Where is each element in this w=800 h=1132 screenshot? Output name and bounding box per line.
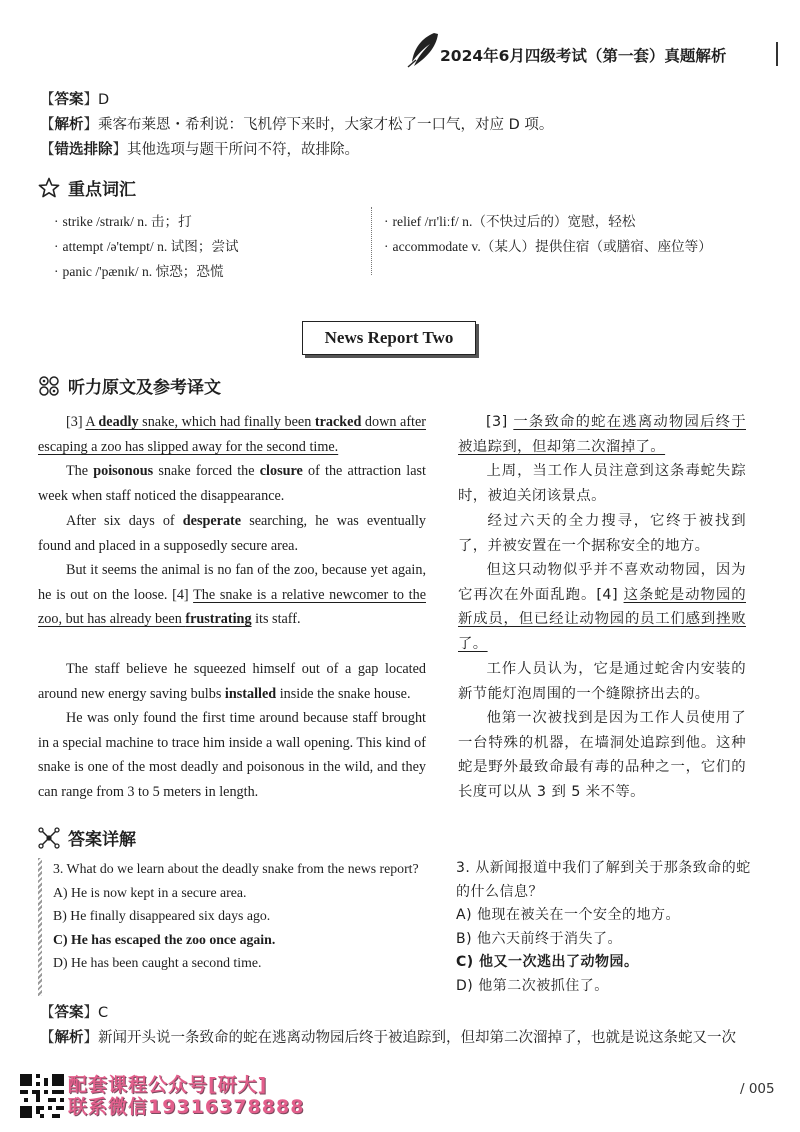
- vocab-divider: [371, 207, 372, 275]
- option-b-zh: B) 他六天前终于消失了。: [456, 930, 623, 947]
- answer-detail-heading: [38, 825, 136, 850]
- vocab-item: · relief /rɪ'liːf/ n.（不快过后的）宽慰，轻松: [384, 214, 636, 229]
- vocab-heading: [38, 175, 136, 200]
- zh-paragraph-5: 工作人员认为，它是通过蛇舍内安装的新节能灯泡周围的一个缝隙挤出去的。: [458, 661, 746, 702]
- analysis-line: 【解析】乘客布莱恩・希利说：飞机停下来时，大家才松了一口气，对应 D 项。: [40, 117, 554, 133]
- exclude-line: 【错选排除】其他选项与题干所问不符，故排除。: [40, 142, 359, 158]
- answer-tag-2: 答案: [54, 1005, 84, 1021]
- zh-paragraph-4: 但这只动物似乎并不喜欢动物园，因为它再次在外面乱跑。[4] 这条蛇是动物园的新成员，但已经让动物园的员工们感到挫败了。: [458, 562, 746, 652]
- question-en: [53, 857, 425, 975]
- question-zh: [456, 857, 756, 998]
- header-title: 2024年6月四级考试（第一套）真题解析: [440, 47, 727, 65]
- page-number: / 005: [740, 1081, 775, 1097]
- en-key-sentence-3: A deadly snake, which had finally been tracked down after escaping a zoo has slipped away for the second time.: [38, 414, 427, 455]
- vocab-item: · attempt /ə'tempt/ n. 试图；尝试: [54, 239, 239, 254]
- analysis-text-2: 新闻开头说一条致命的蛇在逃离动物园后终于被追踪到，但却第二次溜掉了，也就是说这条蛇又一次: [98, 1030, 736, 1046]
- question-stem-zh: 3. 从新闻报道中我们了解到关于那条致命的蛇的什么信息？: [456, 860, 751, 900]
- answer-value-2: C: [98, 1005, 109, 1021]
- zh-key-sentence-4: 这条蛇是动物园的新成员，但已经让动物园的员工们感到挫败了。: [458, 586, 746, 652]
- en-paragraph-6: He was only found the first time around because staff brought in a special machine to trace him inside a wall opening. This kind of snake is one of the most deadly and poisonous in the wild, and they can range from 3 to 5 meters in length.: [38, 710, 426, 800]
- option-a-zh: A) 他现在被关在一个安全的地方。: [456, 907, 680, 923]
- zh-paragraph-1: [3] 一条致命的蛇在逃离动物园后终于被追踪到，但却第二次溜掉了。: [458, 414, 746, 455]
- answer-line-2: 【答案】C: [40, 1005, 109, 1021]
- option-d-zh: D) 他第二次被抓住了。: [456, 977, 609, 994]
- vocab-item: · panic /'pænɪk/ n. 惊恐；恐慌: [54, 264, 224, 279]
- watermark-line-2: 联系微信19316378888: [68, 1096, 305, 1118]
- en-paragraph-2: The poisonous snake forced the closure of the attraction last week when staff noticed the disappearance.: [38, 463, 426, 504]
- molecule-icon: [38, 827, 60, 849]
- zh-paragraph-6: 他第一次被找到是因为工作人员使用了一台特殊的机器，在墙洞处追踪到他。这种蛇是野外最致命最有毒的品种之一，它们的长度可以从 3 到 5 米不等。: [458, 710, 746, 800]
- question-side-bar: [38, 858, 42, 996]
- en-paragraph-5: The staff believe he squeezed himself out of a gap located around new energy saving bulbs installed inside the snake house.: [38, 661, 426, 702]
- analysis-tag: 解析: [54, 117, 84, 133]
- analysis-text: 乘客布莱恩・希利说：飞机停下来时，大家才松了一口气，对应 D 项。: [98, 117, 554, 133]
- exclude-tag: 错选排除: [54, 142, 113, 158]
- option-c-zh-correct: C) 他又一次逃出了动物园。: [456, 954, 639, 970]
- zh-paragraph-2: 上周，当工作人员注意到这条毒蛇失踪时，被迫关闭该景点。: [458, 463, 746, 504]
- option-c-en-correct: C) He has escaped the zoo once again.: [53, 931, 276, 947]
- vocab-item: · strike /straɪk/ n. 击；打: [54, 214, 192, 229]
- en-paragraph-1: [3] A deadly snake, which had finally been tracked down after escaping a zoo has slipped away for the second time.: [38, 414, 427, 455]
- qr-code-icon: [20, 1074, 64, 1118]
- header-divider: [776, 42, 778, 66]
- answer-value: D: [98, 92, 110, 108]
- vocab-title: 重点词汇: [68, 180, 136, 200]
- en-paragraph-3: After six days of desperate searching, he was eventually found and placed in a supposedly secure area.: [38, 513, 426, 554]
- question-stem-en: 3. What do we learn about the deadly snake from the news report?: [53, 861, 419, 876]
- answer-line: 【答案】D: [40, 92, 110, 108]
- watermark-line-1: 配套课程公众号[研大]: [68, 1074, 268, 1096]
- star-icon: [38, 177, 60, 199]
- option-d-en: D) He has been caught a second time.: [53, 955, 262, 970]
- analysis-line-2: 【解析】新闻开头说一条致命的蛇在逃离动物园后终于被追踪到，但却第二次溜掉了，也就是说这条蛇又一次: [40, 1030, 736, 1046]
- option-b-en: B) He finally disappeared six days ago.: [53, 908, 271, 923]
- headphones-icon: [38, 375, 60, 397]
- zh-key-sentence-3: 一条致命的蛇在逃离动物园后终于被追踪到，但却第二次溜掉了。: [458, 414, 746, 455]
- analysis-tag-2: 解析: [54, 1030, 84, 1046]
- listening-heading: [38, 373, 221, 398]
- zh-paragraph-3: 经过六天的全力搜寻，它终于被找到了，并被安置在一个据称安全的地方。: [458, 513, 746, 554]
- answer-tag: 答案: [54, 92, 84, 108]
- feather-pen-icon: [404, 30, 444, 70]
- listening-title: 听力原文及参考译文: [68, 378, 221, 398]
- en-key-sentence-4: The snake is a relative newcomer to the zoo, but has already been frustrating: [38, 586, 426, 628]
- vocab-item: · accommodate v.（某人）提供住宿（或膳宿、座位等）: [384, 239, 712, 254]
- watermark-text: [68, 1074, 304, 1118]
- news-report-title: News Report Two: [302, 321, 476, 355]
- en-paragraph-4: But it seems the animal is no fan of the zoo, because yet again, he is out on the loose. [4] The snake is a relative newcomer to the zoo, but has already been frustrating its staff.: [38, 562, 426, 628]
- answer-detail-title: 答案详解: [68, 830, 136, 850]
- exclude-text: 其他选项与题干所问不符，故排除。: [127, 142, 359, 158]
- option-a-en: A) He is now kept in a secure area.: [53, 884, 247, 900]
